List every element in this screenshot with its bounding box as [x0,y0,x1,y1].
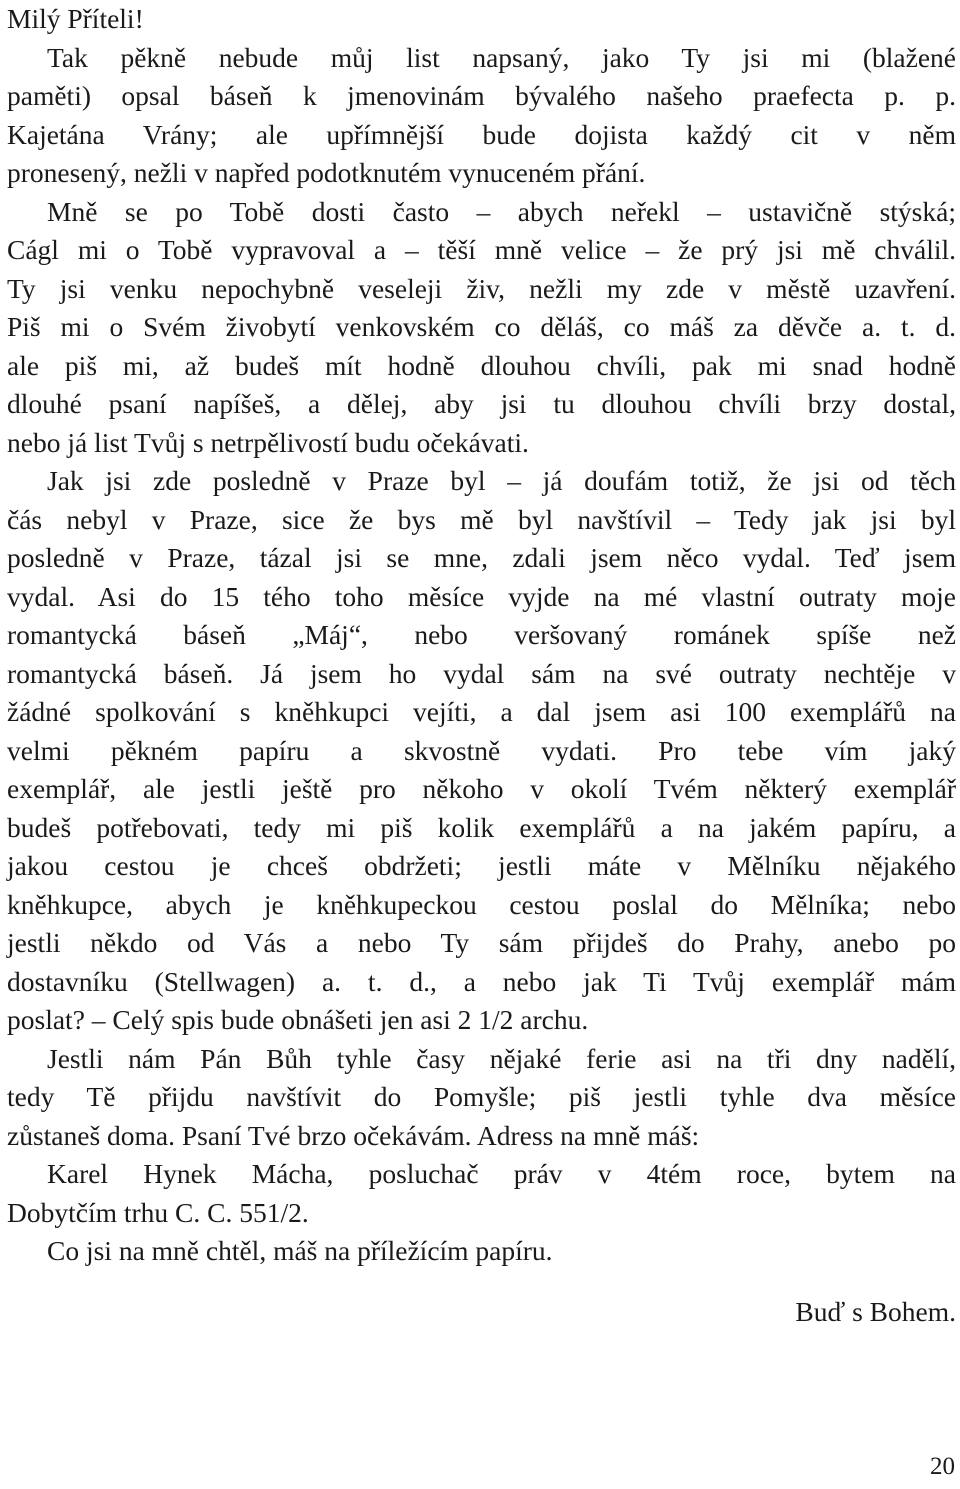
text-line: Mně se po Tobě dosti často – abych neřekl – ustavičně stýská; [47,195,956,227]
text-line: žádné spolkování s kněhkupci vejíti, a dal jsem asi 100 exemplářů na [7,696,956,727]
text-line: Co jsi na mně chtěl, máš na příležícím papíru. [47,1235,553,1266]
text-line: dlouhé psaní napíšeš, a dělej, aby jsi tu dlouhou chvíli brzy dostal, [7,388,956,419]
letter-page [7,0,956,1331]
paragraph-3 [7,462,956,1040]
text-line: poslat? – Celý spis bude obnášeti jen asi 2 1/2 archu. [7,1004,589,1035]
paragraph-1 [7,39,956,193]
text-line: exemplář, ale jestli ještě pro někoho v okolí Tvém některý exemplář [7,773,956,804]
text-line: paměti) opsal báseň k jmenovinám bývalého našeho praefecta p. p. [7,80,956,111]
address-paragraph [7,1155,956,1232]
closing: Buď s Bohem. [795,1295,956,1327]
text-line: Tak pěkně nebude můj list napsaný, jako Ty jsi mi (blažené [47,41,956,73]
text-line: ale piš mi, až budeš mít hodně dlouhou chvíli, pak mi snad hodně [7,349,956,381]
text-line: velmi pěkném papíru a skvostně vydati. Pro tebe vím jaký [7,734,956,766]
page-number: 20 [930,1453,955,1480]
text-line: Jestli nám Pán Bůh tyhle časy nějaké ferie asi na tři dny nadělí, [47,1042,956,1074]
text-line: tedy Tě přijdu navštívit do Pomyšle; piš jestli tyhle dva měsíce [7,1081,956,1112]
paragraph-6 [7,1232,956,1271]
text-line: Jak jsi zde posledně v Praze byl – já doufám totiž, že jsi od těch [47,465,956,496]
greeting: Milý Příteli! [7,3,144,34]
text-line: romantycká báseň „Máj“, nebo veršovaný románek spíše než [7,619,956,650]
text-line: budeš potřebovati, tedy mi piš kolik exemplářů a na jakém papíru, a [7,811,956,843]
text-line: pronesený, nežli v napřed podotknutém vynuceném přání. [7,157,646,188]
text-line: Cágl mi o Tobě vypravoval a – těší mně velice – že prý jsi mě chválil. [7,234,956,265]
text-line: zůstaneš doma. Psaní Tvé brzo očekávám. Adress na mně máš: [7,1119,700,1151]
text-line: vydal. Asi do 15 tého toho měsíce vyjde na mé vlastní outraty moje [7,580,956,612]
text-line: Karel Hynek Mácha, posluchač práv v 4tém roce, bytem na [47,1158,956,1189]
text-line: Piš mi o Svém živobytí venkovském co děláš, co máš za děvče a. t. d. [7,311,956,342]
text-line: Ty jsi venku nepochybně veseleji živ, nežli my zde v městě uzavření. [7,272,956,304]
text-line: romantycká báseň. Já jsem ho vydal sám na své outraty nechtěje v [7,657,956,689]
text-line: čás nebyl v Praze, sice že bys mě byl navštívil – Tedy jak jsi byl [7,503,956,535]
text-line: nebo já list Tvůj s netrpělivostí budu očekávati. [7,426,529,458]
text-line: jestli někdo od Vás a nebo Ty sám přijdeš do Prahy, anebo po [7,927,956,958]
paragraph-4 [7,1040,956,1156]
paragraph-2 [7,193,956,463]
text-line: jakou cestou je chceš obdržeti; jestli máte v Mělníku nějakého [7,850,956,881]
spacer [7,1271,956,1293]
text-line: kněhkupce, abych je kněhkupeckou cestou poslal do Mělníka; nebo [7,888,956,920]
text-line: dostavníku (Stellwagen) a. t. d., a nebo jak Ti Tvůj exemplář mám [7,965,956,997]
text-line: Dobytčím trhu C. C. 551/2. [7,1196,309,1228]
text-line: posledně v Praze, tázal jsi se mne, zdali jsem něco vydal. Teď jsem [7,542,956,573]
text-line: Kajetána Vrány; ale upřímnější bude dojista každý cit v něm [7,118,956,150]
